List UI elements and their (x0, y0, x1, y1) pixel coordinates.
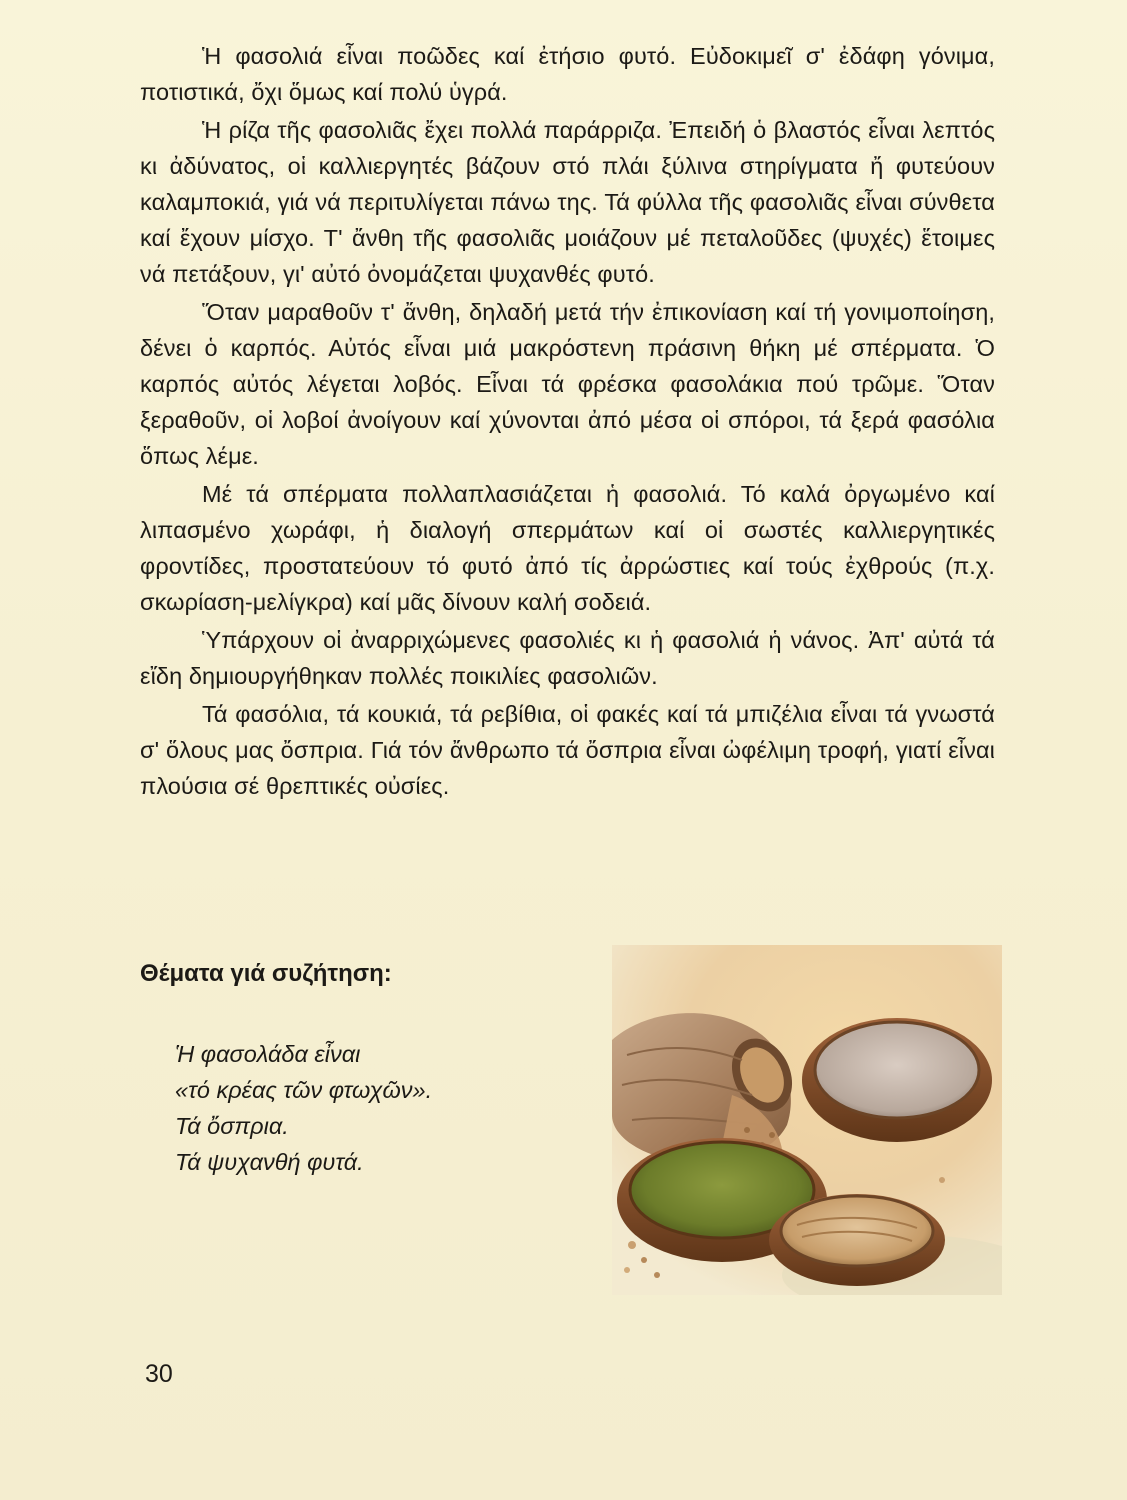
discussion-item: «τό κρέας τῶν φτωχῶν». (175, 1077, 433, 1103)
paragraph-propagation: Μέ τά σπέρματα πολλαπλασιάζεται ἡ φασολιά. Τό καλά ὀργωμένο καί λιπασμένο χωράφι, ἡ διαλογή σπερμάτων καί οἱ σωστές καλλιεργητικές φροντίδες, προστατεύουν τό φυτό ἀπό τίς ἀρρώστιες καί τούς ἐχθρούς (π.χ. σκωρίαση-μελίγκρα) καί μᾶς δίνουν καλή σοδειά. (140, 481, 995, 615)
discussion-list (175, 1036, 432, 1180)
legumes-illustration (612, 945, 1002, 1295)
paragraph-root-stem-leaves: Ἡ ρίζα τῆς φασολιᾶς ἔχει πολλά παράρριζα. Ἐπειδή ὁ βλαστός εἶναι λεπτός κι ἀδύνατος, οἱ καλλιεργητές βάζουν στό πλάι ξύλινα στηρίγματα ἤ φυτεύουν καλαμποκιά, γιά νά περιτυλίγεται πάνω της. Τά φύλλα τῆς φασολιᾶς εἶναι σύνθετα καί ἔχουν μίσχο. Τ' ἄνθη τῆς φασολιᾶς μοιάζουν μέ πεταλοῦδες (ψυχές) ἕτοιμες νά πετάξουν, γι' αὐτό ὀνομάζεται ψυχανθές φυτό. (140, 117, 995, 287)
paragraph-legumes: Τά φασόλια, τά κουκιά, τά ρεβίθια, οἱ φακές καί τά μπιζέλια εἶναι τά γνωστά σ' ὅλους μας ὄσπρια. Γιά τόν ἄνθρωπο τά ὄσπρια εἶναι ὠφέλιμη τροφή, γιατί εἶναι πλούσια σέ θρεπτικές οὐσίες. (140, 701, 995, 799)
discussion-item: Τά ὄσπρια. (175, 1113, 289, 1139)
discussion-heading: Θέματα γιά συζήτηση: (140, 960, 392, 987)
page-number: 30 (145, 1360, 173, 1388)
discussion-item: Ἡ φασολάδα εἶναι (175, 1041, 361, 1067)
discussion-item: Τά ψυχανθή φυτά. (175, 1149, 364, 1175)
paragraph-fruit: Ὅταν μαραθοῦν τ' ἄνθη, δηλαδή μετά τήν ἐπικονίαση καί τή γονιμοποίηση, δένει ὁ καρπός. Αὐτός εἶναι μιά μακρόστενη πράσινη θήκη μέ σπέρματα. Ὁ καρπός αὐτός λέγεται λοβός. Εἶναι τά φρέσκα φασολάκια πού τρῶμε. Ὅταν ξεραθοῦν, οἱ λοβοί ἀνοίγουν καί χύνονται ἀπό μέσα οἱ σπόροι, τά ξερά φασόλια ὅπως λέμε. (140, 299, 995, 469)
paragraph-intro: Ἡ φασολιά εἶναι ποῶδες καί ἐτήσιο φυτό. Εὐδοκιμεῖ σ' ἐδάφη γόνιμα, ποτιστικά, ὄχι ὅμως καί πολύ ὑγρά. (140, 43, 995, 105)
body-text (140, 38, 995, 806)
paragraph-varieties: Ὑπάρχουν οἱ ἀναρριχώμενες φασολιές κι ἡ φασολιά ἡ νάνος. Ἀπ' αὐτά τά εἴδη δημιουργήθηκαν πολλές ποικιλίες φασολιῶν. (140, 627, 995, 689)
